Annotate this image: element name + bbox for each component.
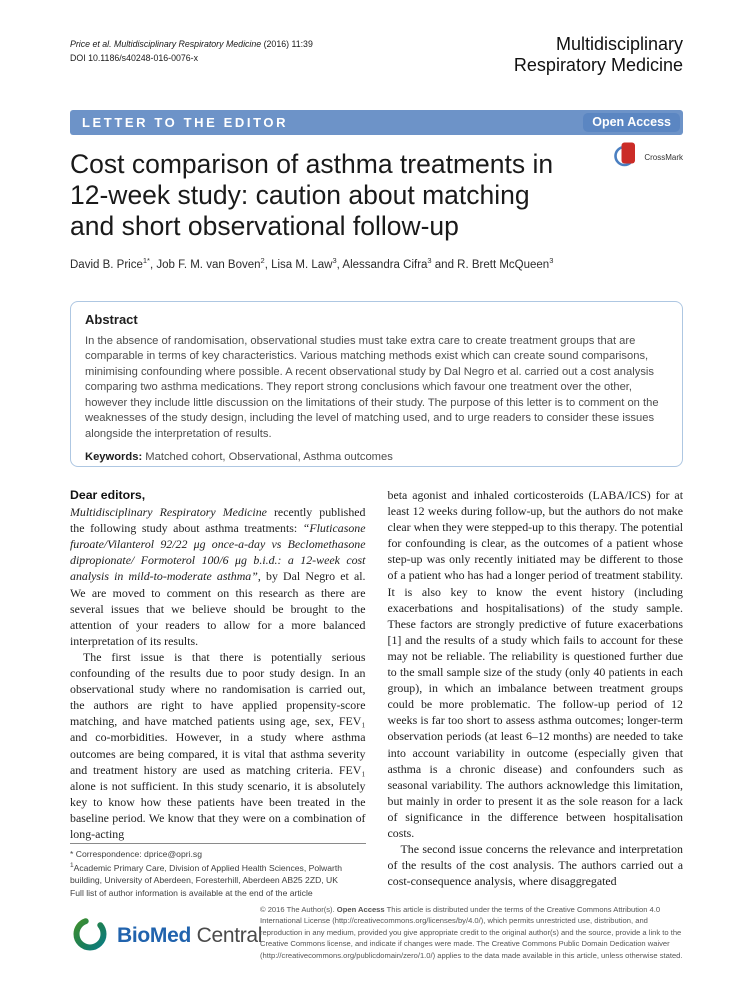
license-body: This article is distributed under the terms of the Creative Commons Attribution 4.0 International License (http://creativecommons.org/licenses/by/4.0/), which permits unrestricted use, distribution, and reproduction in any medium, provided you give appropriate credit to the original author(s) and the source, provide a link to the Creative Commons license, and indicate if changes were made. The Creative Commons Public Domain Dedication waiver (http://creativecommons.org/publicdomain/zero/1.0/) applies to the data made available in this article, unless otherwise stated. [260,905,683,960]
article-type-banner [70,110,683,135]
abstract-text: In the absence of randomisation, observational studies must take extra care to create treatment groups that are comparable in terms of key characteristics. Various matching methods exist which can create sound comparisons, minimising confounding where possible. A recent observational study by Dal Negro et al. carried out a cost analysis comparing two asthma medications. They report strong conclusions which favour one treatment over the other, however they include little discussion on the limitations of their study. The purpose of this letter is to comment on the weaknesses of the study design, including the level of matching used, and to urge readers to consider these issues alongside the interpretation of results. [85,335,659,440]
author-name: R. Brett McQueen$^3$ [457,256,554,271]
journal-name-line2: Respiratory Medicine [513,54,683,75]
author-affiliation-sup: 3 [427,256,432,265]
author-affiliation-sup: 3 [332,256,337,265]
abstract-section [70,301,683,467]
keywords-list: Matched cohort, Observational, Asthma outcomes [142,451,393,464]
keywords-line [85,451,668,463]
logo-biomed-text: BioMed [117,924,192,948]
crossmark-icon [613,141,640,173]
article-type-label: LETTER TO THE EDITOR [82,115,289,130]
body-paragraph: beta agonist and inhaled corticosteroids (LABA/ICS) for at least 12 weeks during follow-up, but the authors do not make clear when they were stepped-up to this therapy. The potential for confounding is clear, as the outcomes of a patient whose step-up was only recently initiated may be different to those of a patient who has had a longer period of treatment stability. It is also key to know the event history (including exacerbations and hospitalisations) of the study sample. These factors are strongly predictive of future exacerbations [1] and the results of a study which fails to account for these may not be reliable. The reliability is questioned further due to the small sample size of the study (only 40 patients in each group), in which an imbalance between treatment groups could be more problematic. The follow-up period of 12 weeks is far too short to assess asthma outcomes; longer-term observation periods (at least 6–12 months) are needed to take into account variability in outcome (especially given that asthma is a chronic disease) and confounders such as seasonal variability. The authors acknowledge this limitation, but mainly in order to present it as the sole reason for a lack of significance in the difference between hospitalisation costs. [387,488,683,840]
citation-block [70,38,313,65]
author-name: Lisa M. Law$^3$, [271,256,343,271]
journal-name-line1: Multidisciplinary [555,34,683,54]
license-open-access-label: Open Access [336,905,385,914]
correspondence-line: * Correspondence: dprice@opri.sg [70,849,202,860]
body-paragraph: Multidisciplinary Respiratory Medicine recently published the following study about asthma treatments: “Fluticasone furoate/Vilanterol 92/22 μg once-a-day vs Beclomethasone dipropionate/ Formoterol 100/6 μg b.i.d.: a 12-week cost analysis in mild-to-moderate asthma”, by Dal Negro et al. We are moved to comment on this research as there are several issues that we believe should be brought to the attention of your readers to allow for a more balanced interpretation of its results. [70,505,366,648]
open-access-badge[interactable]: Open Access [583,113,680,132]
biomed-central-logo [70,904,263,961]
doi-line: DOI 10.1186/s40248-016-0076-x [70,52,198,63]
correspondence-email[interactable]: dprice@opri.sg [144,849,202,860]
license-copyright: © 2016 The Author(s). [260,905,337,914]
left-column [70,487,366,905]
authors-line [70,256,553,271]
author-name: David B. Price$^{1*}$, [70,256,157,271]
page-footer [70,904,683,961]
affiliation-line: $^1$Academic Primary Care, Division of Applied Health Sciences, Polwarth building, University of Aberdeen, Foresterhill, Aberdeen AB25 2ZD, UK [70,861,343,886]
footnote-separator [70,843,366,844]
affiliation-sup: 1 [70,861,74,869]
crossmark-label: CrossMark [644,152,683,162]
keywords-label: Keywords: [85,451,143,464]
body-columns [70,487,683,905]
crossmark-badge[interactable] [613,141,683,173]
citation-volume: (2016) 11:39 [261,39,313,49]
body-paragraph: The first issue is that there is potentially serious confounding of the results due to poor study design. In an observational study where no randomisation is carried out, the authors are right to have applied propensity-score matching, and have matched patients using age, sex, FEV₁ and co-morbidities. However, in a study where asthma outcomes are being compared, it is vital that asthma severity and treatment history are used as matching criteria. FEV₁ alone is not sufficient. In this study scenario, it is absolutely key to know how these patients have been treated in the baseline period. We know that they were on a combination of long-acting [70,649,366,841]
logo-central-text: Central [196,924,263,948]
author-affiliation-sup: 2 [260,256,265,265]
author-name: Alessandra Cifra$^3$ and [342,256,458,271]
salutation: Dear editors, [70,488,146,502]
citation-journal-ref: Price et al. Multidisciplinary Respiratory Medicine [70,39,262,49]
title-line-3: and short observational follow-up [70,211,459,241]
title-line-2: 12-week study: caution about matching [70,180,530,210]
author-info-note: Full list of author information is available at the end of the article [70,887,313,898]
right-column [388,487,684,905]
title-line-1: Cost comparison of asthma treatments in [70,149,554,179]
biomed-ring-icon [70,914,110,959]
author-name: Job F. M. van Boven$^2$, [156,256,272,271]
author-affiliation-sup: 3 [549,256,554,265]
biomed-central-wordmark [117,924,262,948]
journal-name [514,34,683,75]
body-paragraph: The second issue concerns the relevance and interpretation of the results of the cost analysis. The authors carried out a cost-consequence analysis, where disaggregated [387,842,683,889]
author-affiliation-sup: 1* [142,256,150,265]
footnote-block [70,843,366,899]
citation-line [70,38,313,52]
abstract-heading: Abstract [85,312,138,327]
page-title [70,149,553,242]
license-text [260,904,683,961]
